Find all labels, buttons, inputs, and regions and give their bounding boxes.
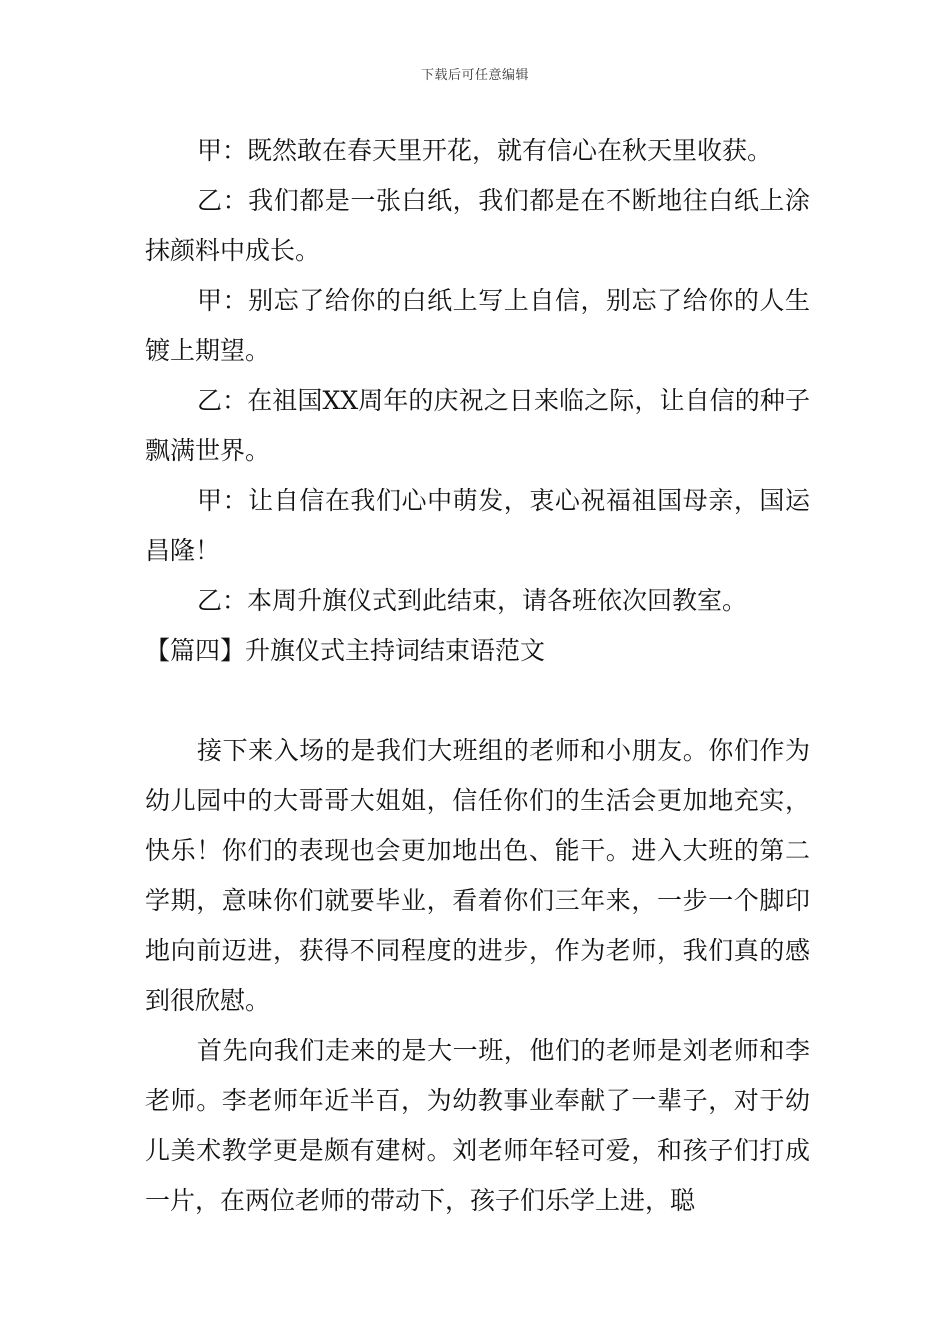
paragraph-3: 甲：别忘了给你的白纸上写上自信，别忘了给你的人生镀上期望。	[145, 286, 810, 365]
blank-line	[145, 676, 810, 726]
document-body	[145, 126, 810, 1226]
paragraph-6: 乙：本周升旗仪式到此结束，请各班依次回教室。	[197, 586, 748, 615]
paragraph-5: 甲：让自信在我们心中萌发，衷心祝福祖国母亲，国运昌隆！	[145, 486, 810, 565]
paragraph-2: 乙：我们都是一张白纸，我们都是在不断地往白纸上涂抹颜料中成长。	[145, 186, 810, 265]
page-header: 下载后可任意编辑	[420, 68, 529, 83]
paragraph-1: 甲：既然敢在春天里开花，就有信心在秋天里收获。	[197, 136, 773, 165]
paragraph-7: 接下来入场的是我们大班组的老师和小朋友。你们作为幼儿园中的大哥哥大姐姐，信任你们的生活会更加地充实，快乐！你们的表现也会更加地出色、能干。进入大班的第二学期，意味你们就要毕业，看着你们三年来，一步一个脚印地向前迈进，获得不同程度的进步，作为老师，我们真的感到很欣慰。	[145, 736, 810, 1015]
paragraph-4: 乙：在祖国XX周年的庆祝之日来临之际，让自信的种子飘满世界。	[145, 386, 810, 465]
paragraph-8: 首先向我们走来的是大一班，他们的老师是刘老师和李老师。李老师年近半百，为幼教事业奉献了一辈子，对于幼儿美术教学更是颇有建树。刘老师年轻可爱，和孩子们打成一片，在两位老师的带动下，孩子们乐学上进，聪	[145, 1036, 810, 1215]
section-heading: 【篇四】升旗仪式主持词结束语范文	[145, 636, 546, 665]
